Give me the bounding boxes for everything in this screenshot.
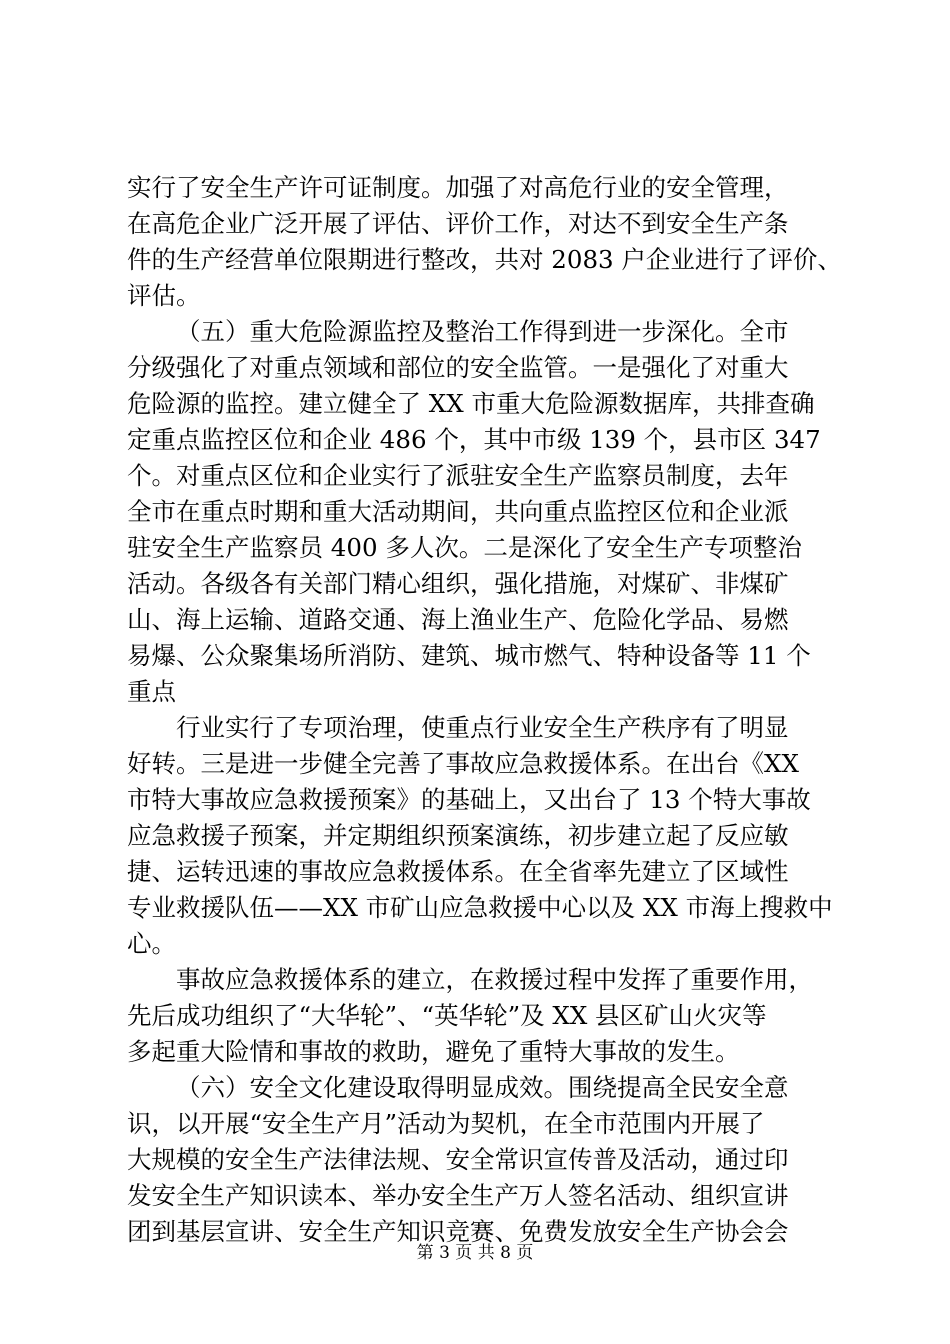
text-line: 全市在重点时期和重大活动期间，共向重点监控区位和企业派 [127,497,789,526]
text-line: 发安全生产知识读本、举办安全生产万人签名活动、组织宣讲 [127,1181,789,1210]
text-line: 分级强化了对重点领域和部位的安全监管。一是强化了对重大 [127,353,789,382]
paragraph-first-line: 事故应急救援体系的建立，在救援过程中发挥了重要作用， [176,965,813,994]
text-line: 团到基层宣讲、安全生产知识竞赛、免费发放安全生产协会会 [127,1217,789,1246]
text-line: 在高危企业广泛开展了评估、评价工作，对达不到安全生产条 [127,209,789,238]
text-line: 评估。 [127,281,201,310]
text-line: 实行了安全生产许可证制度。加强了对高危行业的安全管理， [127,173,789,202]
text-line: 大规模的安全生产法律法规、安全常识宣传普及活动，通过印 [127,1145,789,1174]
text-line: 定重点监控区位和企业 486 个，其中市级 139 个，县市区 347 [127,425,821,454]
page-number-footer: 第 3 页 共 8 页 [416,1243,534,1263]
text-line: 件的生产经营单位限期进行整改，共对 2083 户企业进行了评价、 [127,245,842,274]
text-line: 专业救援队伍——XX 市矿山应急救援中心以及 XX 市海上搜救中 [127,893,833,922]
paragraph-first-line: 行业实行了专项治理，使重点行业安全生产秩序有了明显 [176,713,789,742]
text-line: 应急救援子预案，并定期组织预案演练，初步建立起了反应敏 [127,821,789,850]
text-line: 市特大事故应急救援预案》的基础上，又出台了 13 个特大事故 [127,785,811,814]
text-line: 捷、运转迅速的事故应急救援体系。在全省率先建立了区域性 [127,857,789,886]
text-line: 心。 [127,929,176,958]
text-line: 识，以开展“安全生产月”活动为契机，在全市范围内开展了 [127,1109,765,1138]
text-line: 山、海上运输、道路交通、海上渔业生产、危险化学品、易燃 [127,605,789,634]
text-line: 个。对重点区位和企业实行了派驻安全生产监察员制度，去年 [127,461,789,490]
text-line: 多起重大险情和事故的救助，避免了重特大事故的发生。 [127,1037,740,1066]
text-line: 重点 [127,677,176,706]
text-line: 驻安全生产监察员 400 多人次。二是深化了安全生产专项整治 [127,533,802,562]
text-line: 危险源的监控。建立健全了 XX 市重大危险源数据库，共排查确 [127,389,815,418]
text-line: 活动。各级各有关部门精心组织，强化措施，对煤矿、非煤矿 [127,569,789,598]
text-line: 好转。三是进一步健全完善了事故应急救援体系。在出台《XX [127,749,799,778]
paragraph-first-line: （六）安全文化建设取得明显成效。围绕提高全民安全意 [176,1073,789,1102]
paragraph-first-line: （五）重大危险源监控及整治工作得到进一步深化。全市 [176,317,789,346]
text-line: 易爆、公众聚集场所消防、建筑、城市燃气、特种设备等 11 个 [127,641,811,670]
text-line: 先后成功组织了“大华轮”、“英华轮”及 XX 县区矿山火灾等 [127,1001,767,1030]
